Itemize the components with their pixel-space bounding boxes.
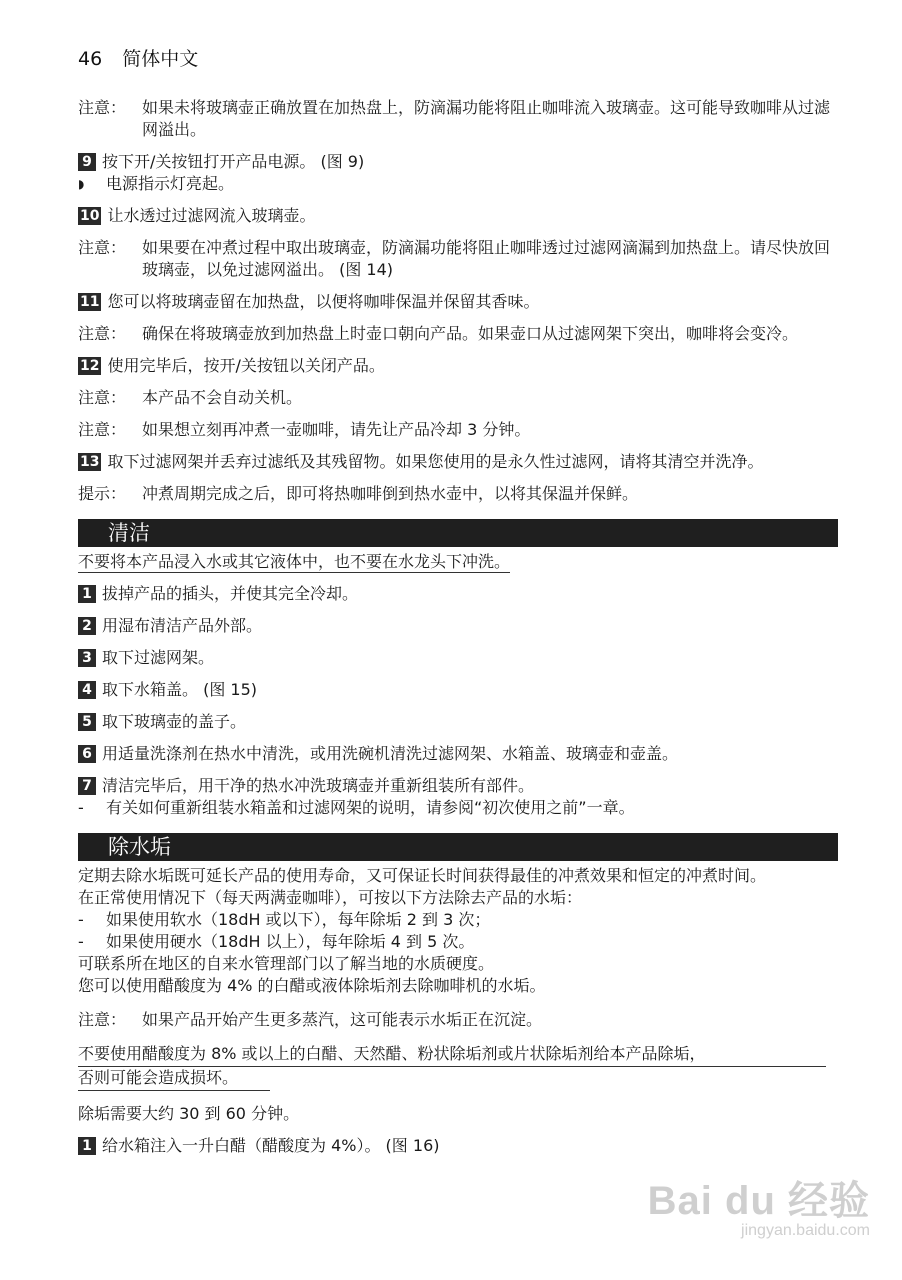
bullet-icon: ◗ (78, 177, 85, 191)
descaling-vinegar: 您可以使用醋酸度为 4% 的白醋或液体除垢剂去除咖啡机的水垢。 (78, 976, 546, 995)
page-number: 46 (78, 48, 103, 70)
step-text: 取下过滤网架。 (102, 648, 215, 667)
step-text: 取下水箱盖。 (图 15) (102, 680, 258, 699)
dash-mark: - (78, 910, 84, 929)
note-spout-direction (78, 323, 838, 345)
result-bullet (78, 173, 838, 195)
step-text: 取下玻璃壶的盖子。 (102, 712, 247, 731)
step-text: 取下过滤网架并丢弃过滤纸及其残留物。如果您使用的是永久性过滤网，请将其清空并洗净。 (107, 452, 764, 471)
cleaning-step-3 (78, 647, 838, 669)
step-9 (78, 151, 838, 173)
descaling-soft-water (78, 909, 838, 931)
note-text: 如果想立刻再冲煮一壶咖啡，请先让产品冷却 3 分钟。 (142, 420, 531, 439)
cleaning-dash-item (78, 797, 838, 819)
note-label: 注意： (78, 238, 127, 257)
step-10 (78, 205, 838, 227)
descaling-duration: 除垢需要大约 30 到 60 分钟。 (78, 1104, 300, 1123)
step-text: 让水透过过滤网流入玻璃壶。 (107, 206, 316, 225)
step-text: 按下开/关按钮打开产品电源。 (图 9) (102, 152, 365, 171)
step-number: 7 (78, 777, 96, 795)
step-number: 3 (78, 649, 96, 667)
baidu-logo: Bai du 经验 (647, 1179, 870, 1223)
warning-line-2: 否则可能会造成损坏。 (78, 1067, 270, 1091)
descaling-hard-water (78, 931, 838, 953)
tip-keep-warm (78, 483, 838, 505)
step-number: 1 (78, 585, 96, 603)
note-text: 如果产品开始产生更多蒸汽，这可能表示水垢正在沉淀。 (142, 1010, 543, 1029)
language-label: 简体中文 (122, 48, 199, 70)
descaling-intro: 定期去除水垢既可延长产品的使用寿命，又可保证长时间获得最佳的冲煮效果和恒定的冲煮时间。 (78, 866, 767, 885)
step-13 (78, 451, 838, 473)
tip-text: 冲煮周期完成之后，即可将热咖啡倒到热水壶中，以将其保温并保鲜。 (142, 484, 639, 503)
dash-text: 如果使用硬水（18dH 以上），每年除垢 4 到 5 次。 (106, 932, 475, 951)
note-text: 确保在将玻璃壶放到加热盘上时壶口朝向产品。如果壶口从过滤网架下突出，咖啡将会变冷。 (142, 324, 799, 343)
descaling-step-1 (78, 1135, 838, 1157)
note-no-auto-off (78, 387, 838, 409)
note-text: 如果未将玻璃壶正确放置在加热盘上，防滴漏功能将阻止咖啡流入玻璃壶。这可能导致咖啡从过滤网溢出。 (142, 98, 831, 139)
step-number: 2 (78, 617, 96, 635)
note-label: 注意： (78, 420, 127, 439)
dash-mark: - (78, 798, 84, 817)
step-12 (78, 355, 838, 377)
warning-line-1: 不要使用醋酸度为 8% 或以上的白醋、天然醋、粉状除垢剂或片状除垢剂给本产品除垢， (78, 1043, 826, 1067)
step-number: 1 (78, 1137, 96, 1155)
descaling-usage: 在正常使用情况下（每天两满壶咖啡），可按以下方法除去产品的水垢： (78, 888, 583, 907)
note-label: 注意： (78, 388, 127, 407)
cleaning-step-4 (78, 679, 838, 701)
baidu-watermark (648, 1169, 870, 1240)
step-number: 5 (78, 713, 96, 731)
step-text: 拔掉产品的插头，并使其完全冷却。 (102, 584, 359, 603)
tip-label: 提示： (78, 484, 127, 503)
page-content (78, 97, 838, 1157)
note-text: 如果要在冲煮过程中取出玻璃壶，防滴漏功能将阻止咖啡透过过滤网滴漏到加热盘上。请尽快放回玻璃壶，以免过滤网溢出。 (图 14) (142, 238, 831, 279)
step-text: 用湿布清洁产品外部。 (102, 616, 263, 635)
page-header (78, 44, 198, 71)
note-label: 注意： (78, 324, 127, 343)
note-label: 注意： (78, 1010, 127, 1029)
cleaning-step-5 (78, 711, 838, 733)
step-number: 13 (80, 454, 100, 470)
note-carafe-placement (78, 97, 838, 141)
step-text: 用适量洗涤剂在热水中清洗，或用洗碗机清洗过滤网架、水箱盖、玻璃壶和壶盖。 (102, 744, 679, 763)
step-number: 4 (78, 681, 96, 699)
section-title-descaling: 除水垢 (78, 833, 838, 861)
watermark-url: jingyan.baidu.com (741, 1222, 870, 1239)
step-text: 清洁完毕后，用干净的热水冲洗玻璃壶并重新组装所有部件。 (102, 776, 535, 795)
step-number: 12 (80, 358, 100, 374)
step-number: 10 (80, 208, 100, 224)
note-text: 本产品不会自动关机。 (142, 388, 303, 407)
dash-text: 如果使用软水（18dH 或以下），每年除垢 2 到 3 次； (106, 910, 491, 929)
step-number: 9 (78, 153, 96, 171)
step-text: 给水箱注入一升白醋（醋酸度为 4%）。 (图 16) (102, 1136, 440, 1155)
warning-text: 不要将本产品浸入水或其它液体中，也不要在水龙头下冲洗。 (78, 552, 511, 571)
step-number: 11 (80, 294, 100, 310)
descaling-warning (78, 1043, 838, 1091)
cleaning-step-6 (78, 743, 838, 765)
dash-mark: - (78, 932, 84, 951)
dash-text: 有关如何重新组装水箱盖和过滤网架的说明，请参阅“初次使用之前”一章。 (106, 798, 635, 817)
note-steam (78, 1009, 838, 1031)
descaling-water-authority: 可联系所在地区的自来水管理部门以了解当地的水质硬度。 (78, 954, 495, 973)
step-number: 6 (78, 745, 96, 763)
section-title-cleaning: 清洁 (78, 519, 838, 547)
step-text: 使用完毕后，按开/关按钮以关闭产品。 (107, 356, 385, 375)
cleaning-step-1 (78, 583, 838, 605)
step-11 (78, 291, 838, 313)
note-label: 注意： (78, 98, 127, 117)
note-cool-down (78, 419, 838, 441)
note-remove-carafe (78, 237, 838, 281)
bullet-text: 电源指示灯亮起。 (106, 174, 235, 193)
cleaning-warning (78, 551, 838, 573)
cleaning-step-2 (78, 615, 838, 637)
step-text: 您可以将玻璃壶留在加热盘，以便将咖啡保温并保留其香味。 (107, 292, 540, 311)
cleaning-step-7 (78, 775, 838, 797)
